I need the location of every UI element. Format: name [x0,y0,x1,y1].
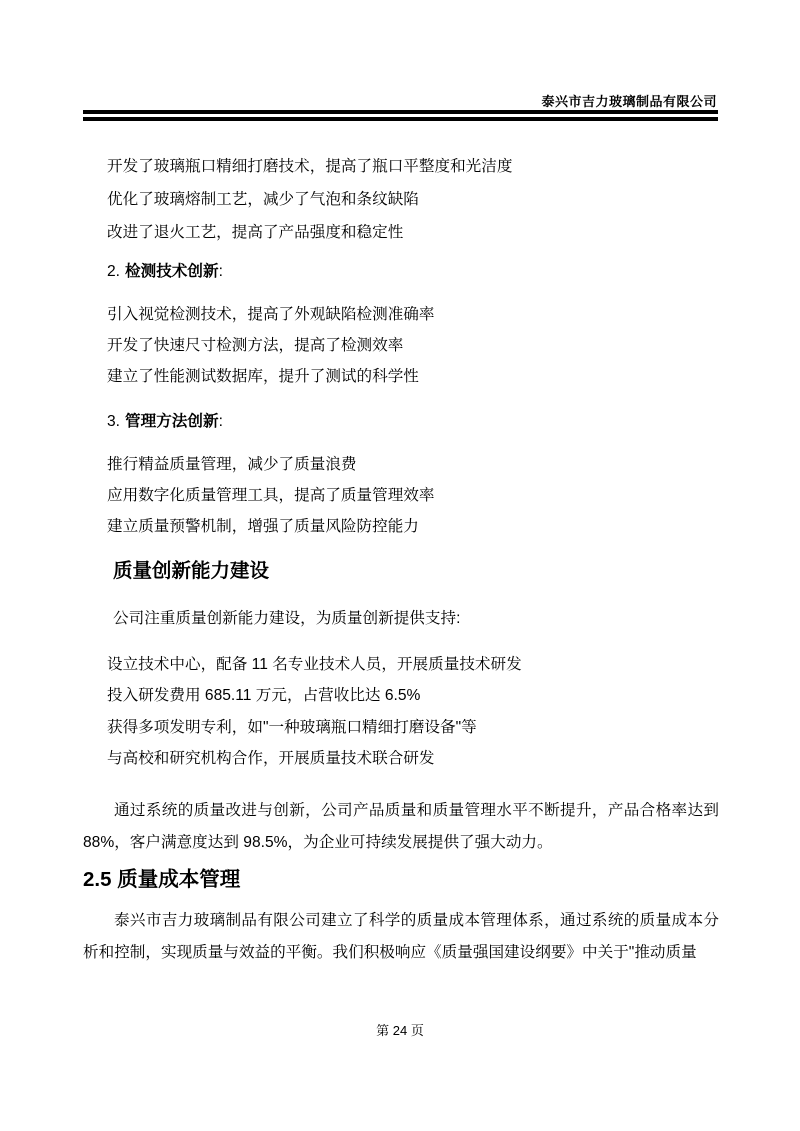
capability-line: 投入研发费用 685.11 万元，占营收比达 6.5% [107,687,421,704]
item-title: 检测技术创新 [125,263,219,280]
capability-section-heading: 质量创新能力建设 [113,560,270,582]
chapter-paragraph: 泰兴市吉力玻璃制品有限公司建立了科学的质量成本管理体系，通过系统的质量成本分析和控制，实现质量与效益的平衡。我们积极响应《质量强国建设纲要》中关于"推动质量 [83,912,719,961]
capability-line: 与高校和研究机构合作，开展质量技术联合研发 [107,750,435,767]
page-number: 第 24 页 [376,1023,424,1038]
process-innovation-line: 改进了退火工艺，提高了产品强度和稳定性 [107,224,404,241]
summary-paragraph: 通过系统的质量改进与创新，公司产品质量和质量管理水平不断提升，产品合格率达到 88%，客户满意度达到 98.5%，为企业可持续发展提供了强大动力。 [83,802,719,851]
page-footer [0,1023,800,1039]
management-innovation-line: 推行精益质量管理，减少了质量浪费 [107,456,357,473]
management-innovation-line: 建立质量预警机制，增强了质量风险防控能力 [107,518,419,535]
management-innovation-heading [83,412,719,431]
capability-line: 设立技术中心，配备 11 名专业技术人员，开展质量技术研发 [107,656,522,673]
header-double-rule [83,110,718,121]
detection-innovation-line: 开发了快速尺寸检测方法，提高了检测效率 [107,337,404,354]
item-number: 2. [107,263,121,280]
management-innovation-line: 应用数字化质量管理工具，提高了质量管理效率 [107,487,435,504]
capability-line: 获得多项发明专利，如"一种玻璃瓶口精细打磨设备"等 [107,719,477,736]
process-innovation-line: 开发了玻璃瓶口精细打磨技术，提高了瓶口平整度和光洁度 [107,158,513,175]
detection-innovation-heading [83,262,719,281]
detection-innovation-line: 引入视觉检测技术，提高了外观缺陷检测准确率 [107,306,435,323]
chapter-heading: 2.5 质量成本管理 [83,868,241,891]
process-innovation-line: 优化了玻璃熔制工艺，减少了气泡和条纹缺陷 [107,191,419,208]
detection-innovation-line: 建立了性能测试数据库，提升了测试的科学性 [107,368,419,385]
item-colon: : [218,413,223,430]
item-number: 3. [107,413,121,430]
header-company-name: 泰兴市吉力玻璃制品有限公司 [541,94,717,109]
item-colon: : [218,263,223,280]
capability-intro: 公司注重质量创新能力建设，为质量创新提供支持: [113,610,461,627]
item-title: 管理方法创新 [125,413,219,430]
